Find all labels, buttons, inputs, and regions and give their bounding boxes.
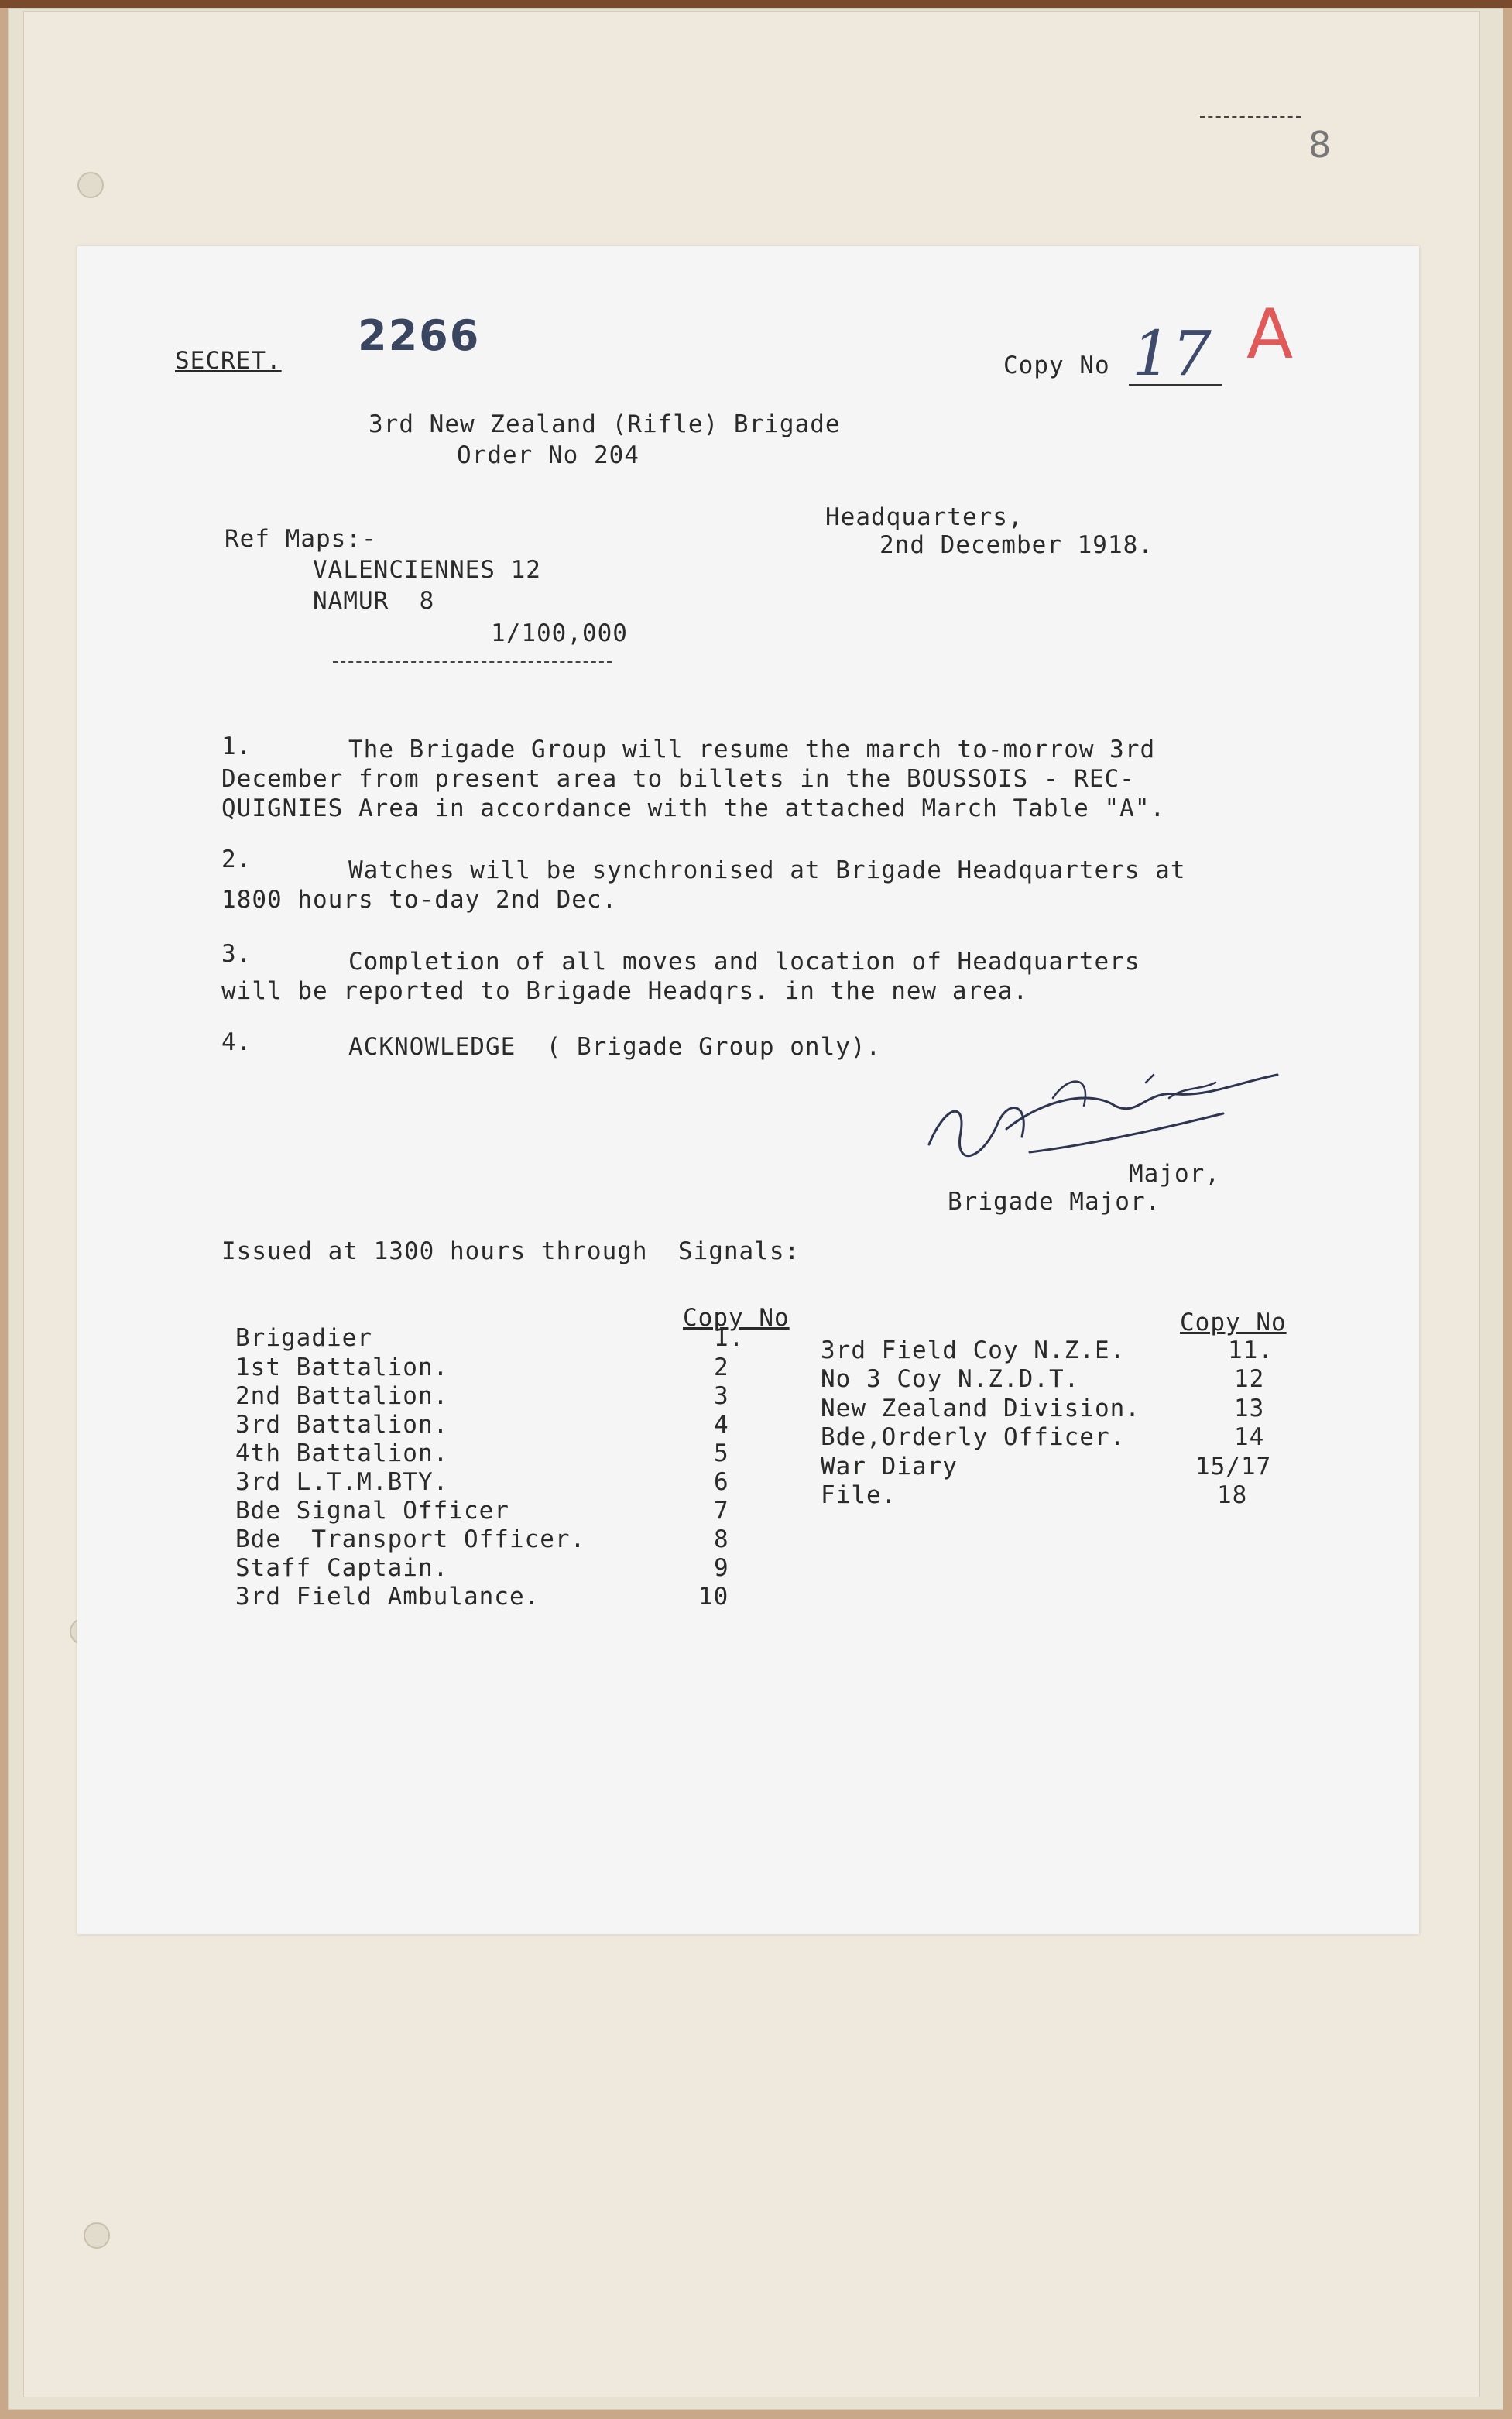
para-3-line: Completion of all moves and location of Headquarters bbox=[348, 948, 1140, 976]
para-3-number: 3. bbox=[221, 940, 252, 968]
para-4-line: ACKNOWLEDGE ( Brigade Group only). bbox=[348, 1033, 882, 1061]
document-sheet bbox=[77, 246, 1419, 1934]
para-1-number: 1. bbox=[221, 733, 252, 760]
copy-no-header-left: Copy No bbox=[683, 1304, 790, 1332]
classification: SECRET. bbox=[175, 347, 282, 375]
recipient-name: Bde Signal Officer bbox=[235, 1497, 509, 1525]
recipient-copy: 2 bbox=[714, 1354, 729, 1381]
recipient-copy: 9 bbox=[714, 1554, 729, 1582]
recipient-name: Staff Captain. bbox=[235, 1554, 449, 1582]
recipient-name: 4th Battalion. bbox=[235, 1439, 449, 1467]
ref-maps-label: Ref Maps:- bbox=[225, 525, 377, 553]
recipient-copy: 11. bbox=[1228, 1336, 1274, 1364]
recipient-name: Brigadier bbox=[235, 1324, 372, 1352]
map-namur: NAMUR 8 bbox=[313, 587, 435, 615]
recipient-name: 2nd Battalion. bbox=[235, 1382, 449, 1410]
recipient-name: 3rd L.T.M.BTY. bbox=[235, 1468, 449, 1496]
copy-no-header-right: Copy No bbox=[1180, 1309, 1287, 1336]
recipient-copy: 1. bbox=[714, 1324, 745, 1352]
recipient-name: No 3 Coy N.Z.D.T. bbox=[821, 1365, 1080, 1393]
para-4-number: 4. bbox=[221, 1028, 252, 1056]
recipient-name: 3rd Field Coy N.Z.E. bbox=[821, 1336, 1126, 1364]
para-2-line: Watches will be synchronised at Brigade Headquarters at bbox=[348, 856, 1186, 884]
recipient-copy: 14 bbox=[1234, 1423, 1265, 1451]
signatory-title: Brigade Major. bbox=[948, 1188, 1161, 1216]
map-scale: 1/100,000 bbox=[491, 619, 628, 647]
para-1-line: The Brigade Group will resume the march to-morrow 3rd bbox=[348, 736, 1156, 763]
recipient-name: War Diary bbox=[821, 1453, 958, 1481]
reference-number: 2266 bbox=[358, 311, 481, 360]
copy-label: Copy No bbox=[1003, 352, 1110, 379]
maps-divider bbox=[333, 661, 612, 663]
recipient-name: 1st Battalion. bbox=[235, 1354, 449, 1381]
para-1-line: QUIGNIES Area in accordance with the attached March Table "A". bbox=[221, 794, 1166, 822]
order-number: Order No 204 bbox=[457, 441, 639, 469]
recipient-copy: 10 bbox=[698, 1583, 729, 1611]
issued-line: Issued at 1300 hours through Signals: bbox=[221, 1237, 801, 1265]
hq-label: Headquarters, bbox=[825, 503, 1023, 531]
recipient-copy: 7 bbox=[714, 1497, 729, 1525]
page-number: 8 bbox=[1308, 124, 1332, 166]
recipient-copy: 13 bbox=[1234, 1395, 1265, 1422]
recipient-name: File. bbox=[821, 1481, 897, 1509]
unit-name: 3rd New Zealand (Rifle) Brigade bbox=[369, 410, 841, 438]
recipient-copy: 4 bbox=[714, 1411, 729, 1439]
para-2-number: 2. bbox=[221, 846, 252, 873]
recipient-name: New Zealand Division. bbox=[821, 1395, 1140, 1422]
recipient-copy: 3 bbox=[714, 1382, 729, 1410]
recipient-name: Bde,Orderly Officer. bbox=[821, 1423, 1126, 1451]
copy-suffix-mark: A bbox=[1246, 294, 1294, 374]
para-3-line: will be reported to Brigade Headqrs. in the new area. bbox=[221, 977, 1029, 1005]
recipient-copy: 18 bbox=[1217, 1481, 1248, 1509]
punch-hole bbox=[77, 172, 104, 198]
recipient-copy: 8 bbox=[714, 1525, 729, 1553]
recipient-name: 3rd Battalion. bbox=[235, 1411, 449, 1439]
recipient-name: Bde Transport Officer. bbox=[235, 1525, 586, 1553]
recipient-copy: 5 bbox=[714, 1439, 729, 1467]
copy-number: 17 bbox=[1132, 317, 1212, 389]
order-date: 2nd December 1918. bbox=[879, 531, 1154, 559]
recipient-copy: 6 bbox=[714, 1468, 729, 1496]
recipient-name: 3rd Field Ambulance. bbox=[235, 1583, 540, 1611]
map-valenciennes: VALENCIENNES 12 bbox=[313, 556, 541, 584]
recipient-copy: 12 bbox=[1234, 1365, 1265, 1393]
signatory-rank: Major, bbox=[1129, 1160, 1220, 1188]
copy-underline bbox=[1129, 384, 1222, 386]
recipient-copy: 15/17 bbox=[1195, 1453, 1272, 1481]
pencil-mark bbox=[1200, 116, 1301, 118]
para-2-line: 1800 hours to-day 2nd Dec. bbox=[221, 886, 618, 914]
para-1-line: December from present area to billets in the BOUSSOIS - REC- bbox=[221, 765, 1135, 793]
punch-hole bbox=[84, 2222, 110, 2249]
